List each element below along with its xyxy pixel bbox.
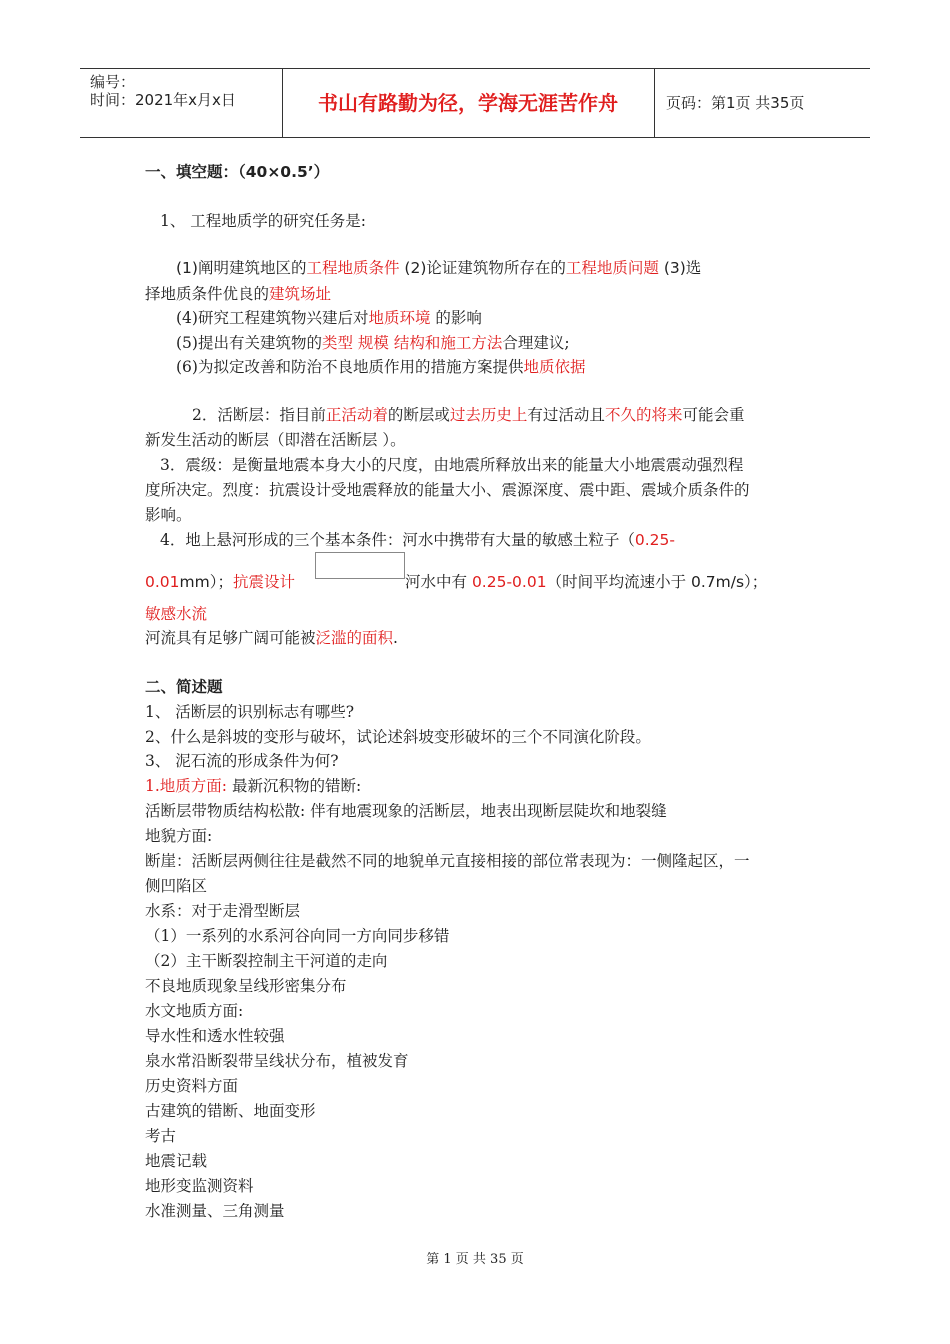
text: 可能会重 <box>682 406 745 424</box>
text: (3)选 <box>658 259 702 277</box>
answer-line: 活断层带物质结构松散: 伴有地震现象的活断层，地表出现断层陡坎和地裂缝 <box>145 802 667 820</box>
text: 择地质条件优良的 <box>145 285 270 303</box>
answer-line: 导水性和透水性较强 <box>145 1027 285 1045</box>
section1-title: 一、填空题：（40×0.5’） <box>145 163 330 181</box>
answer-line: 地貌方面: <box>145 827 213 845</box>
page-header <box>80 68 870 138</box>
header-page-cell <box>654 69 870 137</box>
answer: 类型 规模 结构和施工方法 <box>321 334 503 352</box>
page-info: 页码：第1页 共35页 <box>666 94 805 112</box>
text: 最新沉积物的错断: <box>227 777 362 795</box>
answer-heading: 1.地质方面: <box>145 777 228 795</box>
answer: 地质环境 <box>368 309 431 327</box>
q1-item6 <box>176 357 585 377</box>
answer: 过去历史上 <box>449 406 528 424</box>
text: （时间平均流速小于 0.7m/s）； <box>546 573 768 591</box>
header-motto-cell <box>282 69 655 137</box>
q4-line3: 敏感水流 <box>145 605 208 623</box>
q1-item4 <box>176 308 482 328</box>
answer: 工程地质条件 <box>306 259 400 277</box>
answer-line: 泉水常沿断裂带呈线状分布，植被发育 <box>145 1052 409 1070</box>
page-footer: 第 1 页 共 35 页 <box>426 1252 524 1267</box>
answer: 建筑场址 <box>269 285 332 303</box>
q1-item1 <box>176 258 701 278</box>
sec2-question: 2、什么是斜坡的变形与破坏，试论述斜坡变形破坏的三个不同演化阶段。 <box>145 728 651 746</box>
text: . <box>393 629 398 647</box>
q1-item5 <box>176 333 570 353</box>
answer: 正活动着 <box>325 406 388 424</box>
sec2-question: 3、 泥石流的形成条件为何? <box>145 752 339 770</box>
text: 河流具有足够广阔可能被 <box>145 629 316 647</box>
answer: 0.01 <box>145 573 180 591</box>
header-meta-cell <box>80 69 283 137</box>
time-label: 时间：2021年x月x日 <box>90 91 236 109</box>
number-label: 编号： <box>90 73 136 91</box>
q4-line2 <box>145 572 295 592</box>
text: (5)提出有关建筑物的 <box>176 334 322 352</box>
q1-title: 1、 工程地质学的研究任务是: <box>160 212 367 230</box>
q2-line1 <box>192 405 744 425</box>
text: (1)阐明建筑地区的 <box>176 259 307 277</box>
text: (6)为拟定改善和防治不良地质作用的措施方案提供 <box>176 358 524 376</box>
q2-line2: 新发生活动的断层（即潜在活断层 ）。 <box>145 431 406 449</box>
text: (2)论证建筑物所存在的 <box>399 259 566 277</box>
answer-line: 水准测量、三角测量 <box>145 1202 285 1220</box>
answer-line <box>145 776 361 796</box>
answer: 抗震设计 <box>232 573 295 591</box>
answer-line: （1）一系列的水系河谷向同一方向同步移错 <box>145 927 450 945</box>
q3-line1: 3．震级：是衡量地震本身大小的尺度，由地震所释放出来的能量大小地震震动强烈程 <box>160 456 744 474</box>
answer-line: 侧凹陷区 <box>145 877 208 895</box>
q4-line2b <box>405 572 767 592</box>
answer-line: 地形变监测资料 <box>145 1177 254 1195</box>
text: 2．活断层：指目前 <box>192 406 326 424</box>
answer: 不久的将来 <box>604 406 683 424</box>
q3-line2: 度所决定。烈度：抗震设计受地震释放的能量大小、震源深度、震中距、震域介质条件的 <box>145 481 750 499</box>
text: 合理建议; <box>502 334 570 352</box>
answer-line: 水系：对于走滑型断层 <box>145 902 301 920</box>
answer: 0.25-0.01 <box>471 573 547 591</box>
text: mm）； <box>179 573 233 591</box>
answer-line: 考古 <box>145 1127 177 1145</box>
inline-text-box <box>315 552 405 579</box>
text: 有过活动且 <box>527 406 605 424</box>
sec2-question: 1、 活断层的识别标志有哪些? <box>145 703 355 721</box>
answer-line: 古建筑的错断、地面变形 <box>145 1102 316 1120</box>
text: 的断层或 <box>387 406 450 424</box>
section2-title: 二、简述题 <box>145 678 223 696</box>
q4-line1 <box>160 530 675 550</box>
answer-line: 地震记载 <box>145 1152 208 1170</box>
answer-line: 断崖：活断层两侧往往是截然不同的地貌单元直接相接的部位常表现为：一侧隆起区，一 <box>145 852 750 870</box>
answer: 泛滥的面积 <box>315 629 394 647</box>
text: 4．地上悬河形成的三个基本条件：河水中携带有大量的敏感土粒子（ <box>160 531 635 549</box>
answer: 工程地质问题 <box>565 259 659 277</box>
q4-line4 <box>145 628 398 648</box>
answer: 地质依据 <box>523 358 586 376</box>
answer-line: 历史资料方面 <box>145 1077 239 1095</box>
answer: 0.25- <box>634 531 675 549</box>
q1-item1-cont <box>145 284 331 304</box>
text: 的影响 <box>430 309 482 327</box>
q3-line3: 影响。 <box>145 506 192 524</box>
answer-line: 不良地质现象呈线形密集分布 <box>145 977 347 995</box>
answer-line: （2）主干断裂控制主干河道的走向 <box>145 952 388 970</box>
motto: 书山有路勤为径，学海无涯苦作舟 <box>318 91 618 115</box>
text: (4)研究工程建筑物兴建后对 <box>176 309 369 327</box>
text: 河水中有 <box>405 573 472 591</box>
answer-line: 水文地质方面: <box>145 1002 244 1020</box>
